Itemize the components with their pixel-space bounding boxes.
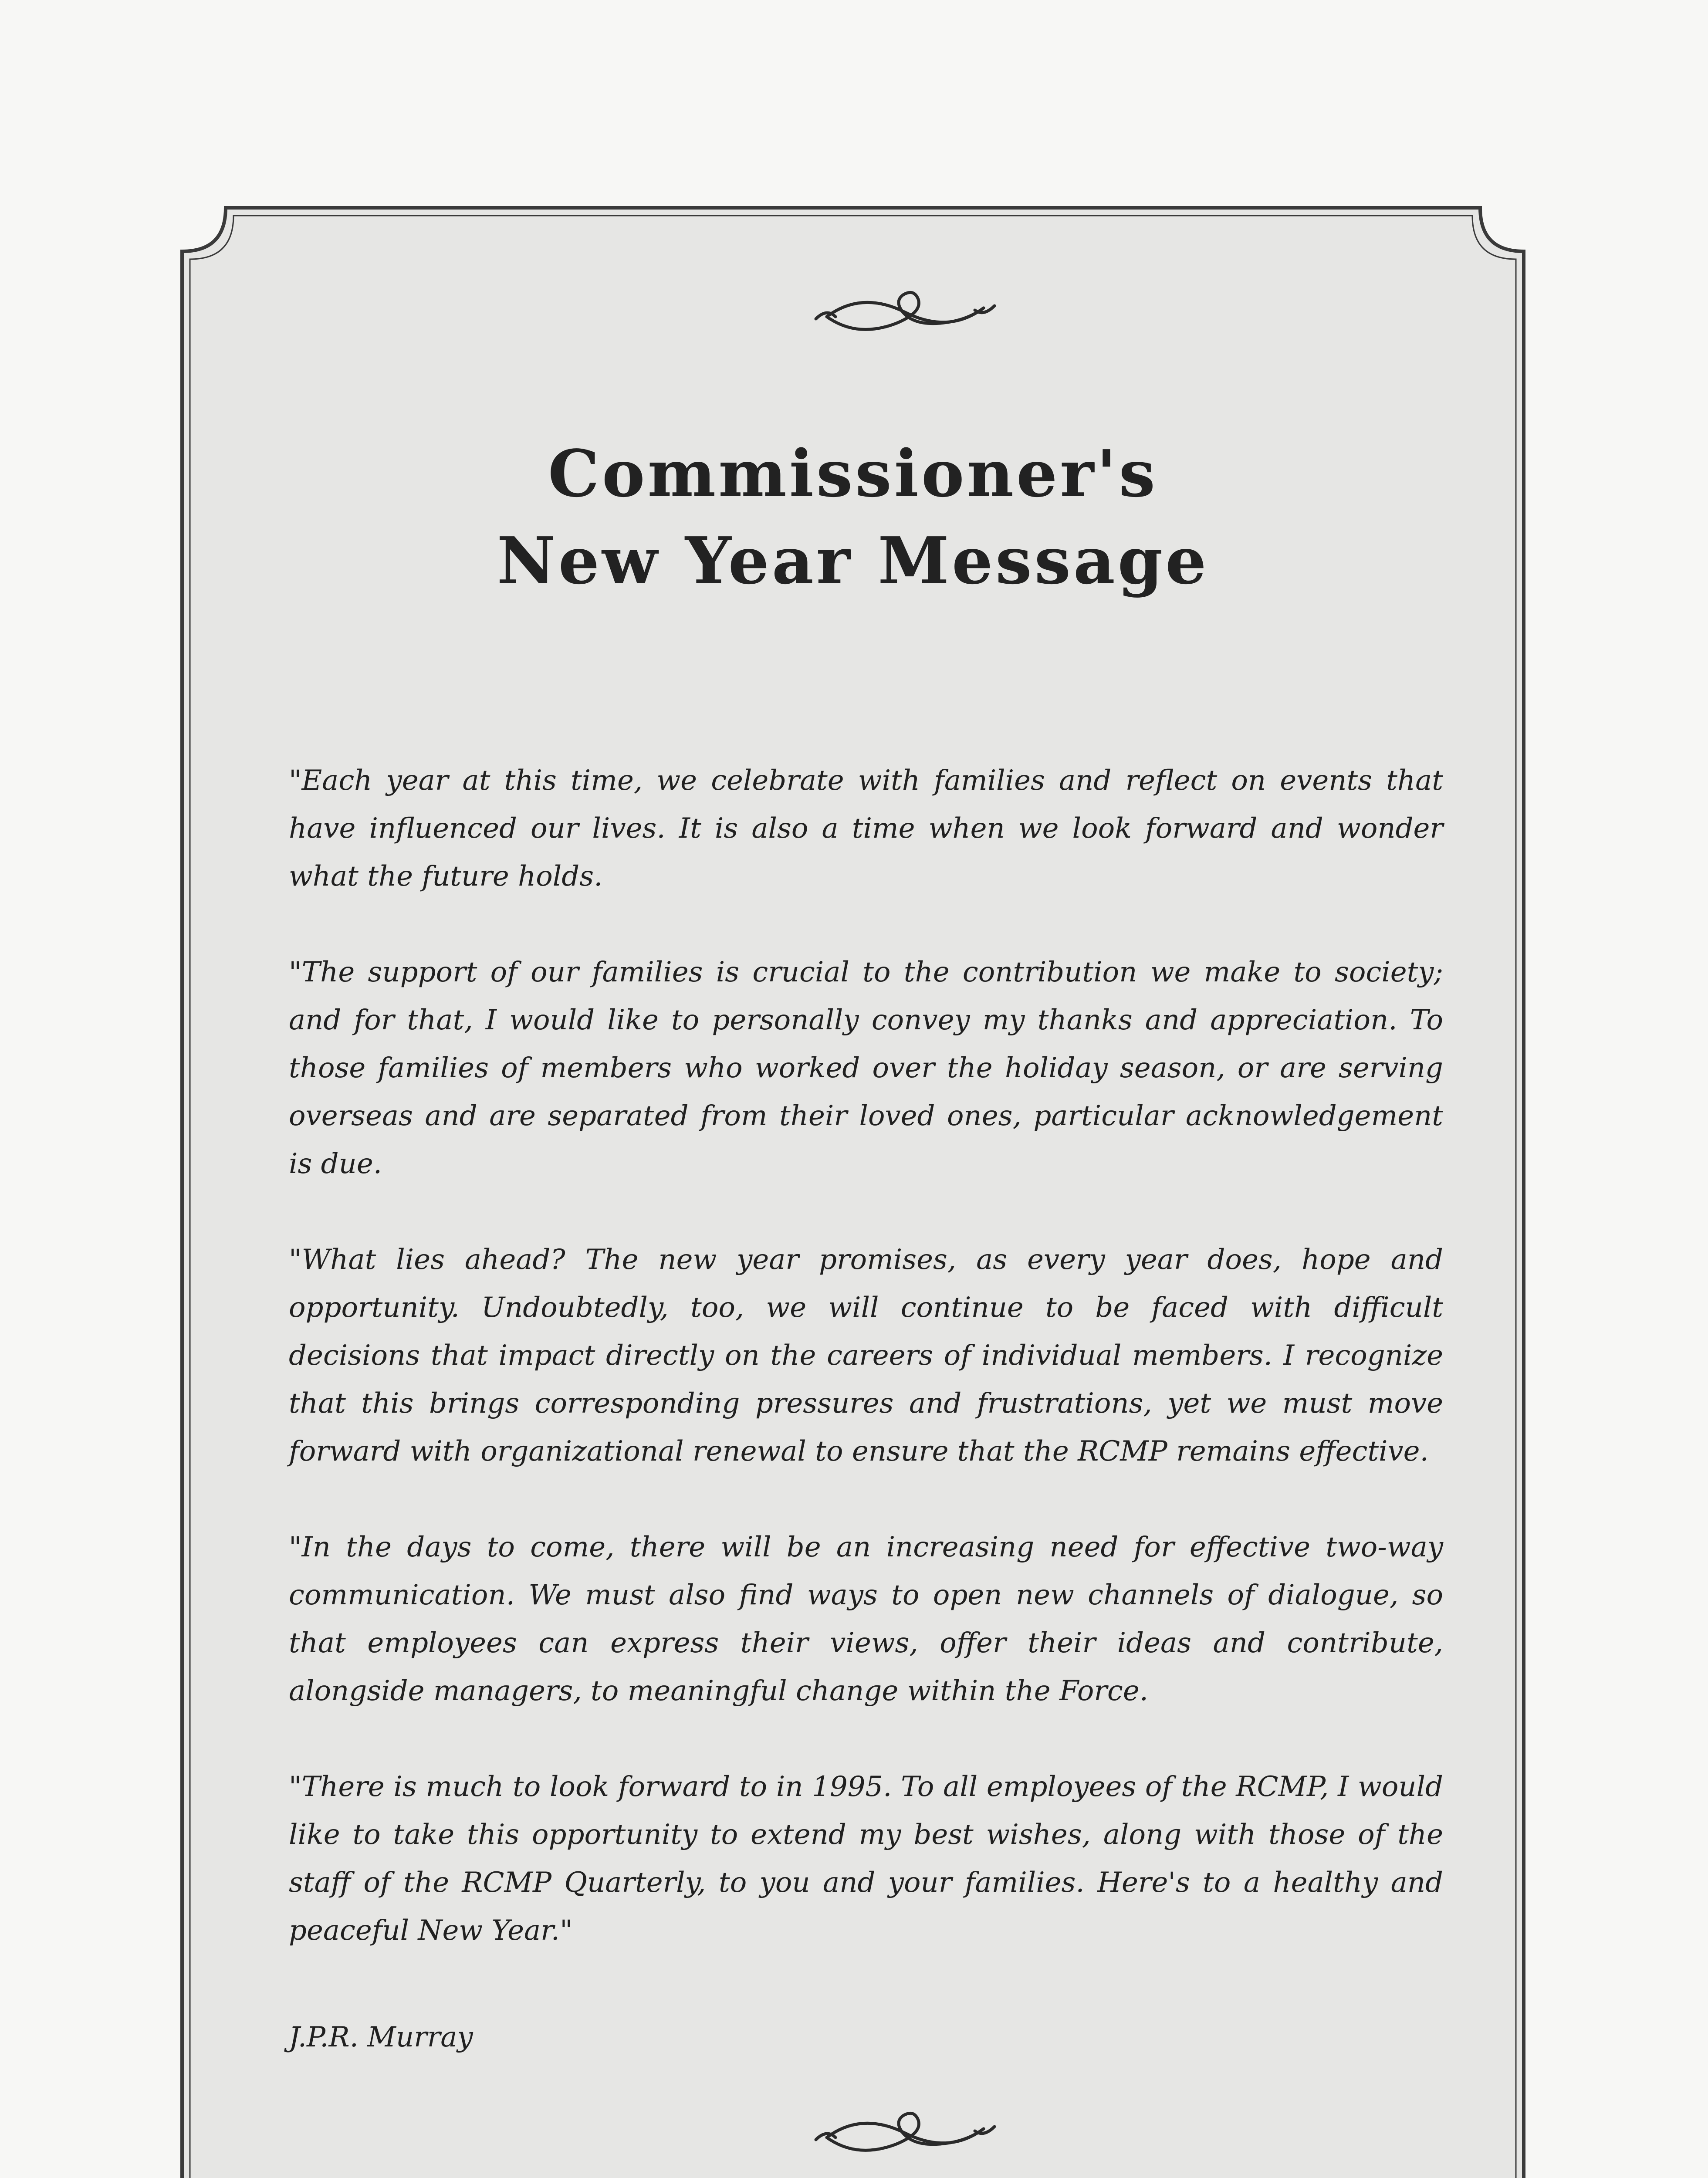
- message-frame: [178, 203, 1528, 2178]
- signature: J.P.R. Murray: [289, 2021, 473, 2053]
- page-title: [178, 430, 1528, 604]
- paragraph: "The support of our families is crucial to the contribution we make to society; and for that, I would like to personally convey my thanks and appreciation. To those families of members who worked over the holiday season, or are serving overseas and are separated from their loved ones, particular acknowledgement is due.: [289, 956, 1443, 1180]
- paragraph: "What lies ahead? The new year promises, as every year does, hope and opportunity. Undoubtedly, too, we will continue to be faced with difficult decisions that impact directly on the careers of individual members. I recognize that this brings corresponding pressures and frustrations, yet we must move forward with organizational renewal to ensure that the RCMP remains effective.: [289, 1244, 1443, 1468]
- paragraph: "There is much to look forward to in 1995. To all employees of the RCMP, I would like to take this opportunity to extend my best wishes, along with those of the staff of the RCMP Quarterly, to you and your families. Here's to a healthy and peaceful New Year.": [289, 1771, 1443, 1947]
- title-line-1: Commissioner's: [548, 436, 1158, 511]
- paragraph: "Each year at this time, we celebrate with families and reflect on events that have influenced our lives. It is also a time when we look forward and wonder what the future holds.: [289, 764, 1443, 893]
- flourish-ornament-icon: [809, 2103, 1001, 2168]
- paragraph: "In the days to come, there will be an increasing need for effective two-way communication. We must also find ways to open new channels of dialogue, so that employees can express their views, offer their ideas and contribute, alongside managers, to meaningful change within the Force.: [289, 1531, 1443, 1707]
- title-line-2: New Year Message: [497, 523, 1209, 599]
- flourish-ornament-icon: [809, 282, 1001, 347]
- message-body: [289, 757, 1443, 2002]
